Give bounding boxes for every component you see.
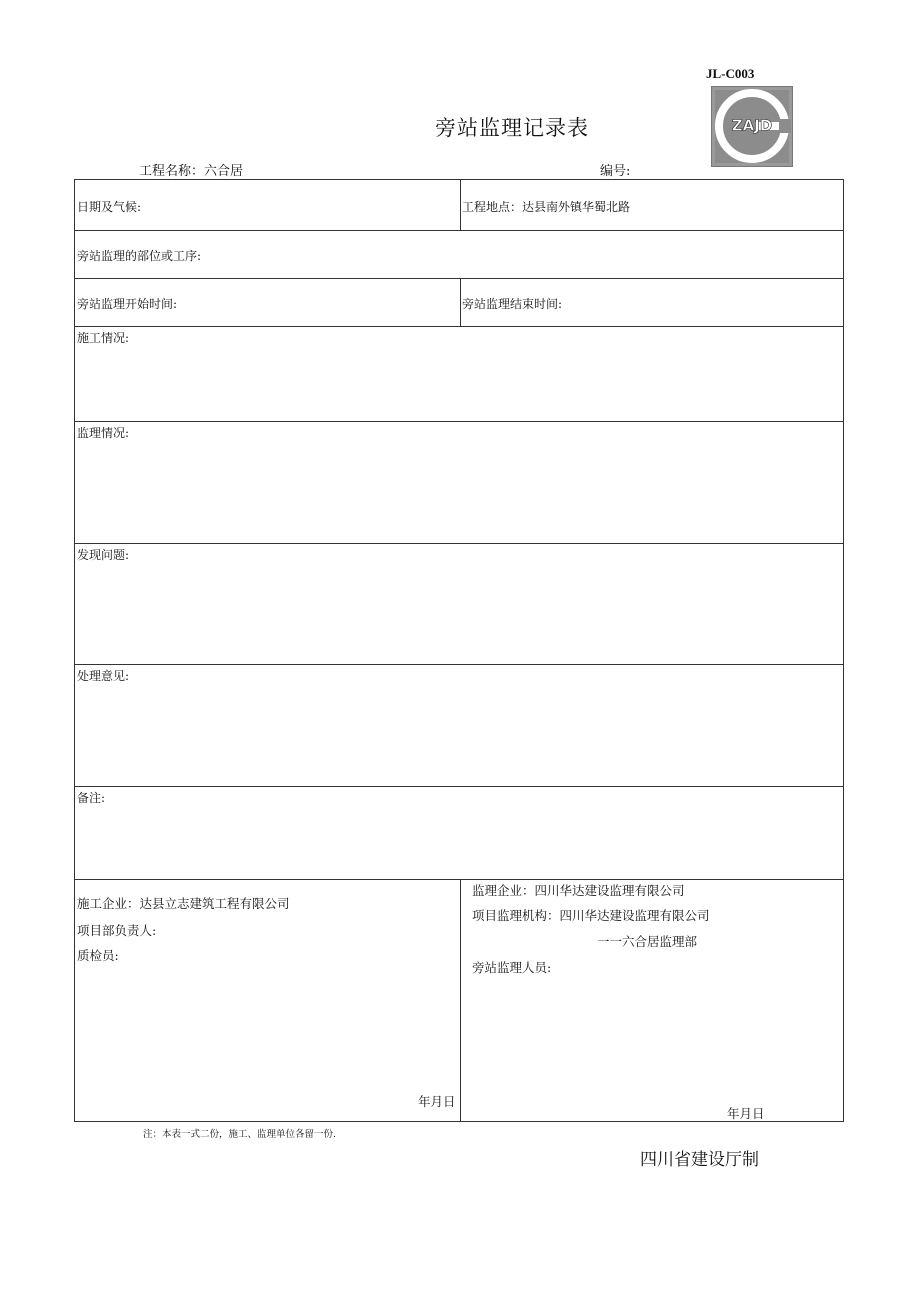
column-divider — [460, 278, 461, 326]
supervision-department: 一一六合居监理部 — [597, 934, 698, 949]
row-divider — [75, 664, 843, 665]
date-weather-label: 日期及气候: — [77, 200, 142, 214]
supervision-personnel-label: 旁站监理人员: — [472, 960, 552, 975]
page-title-text: 旁站监理记录表 — [435, 116, 589, 140]
part-process-label: 旁站监理的部位或工序: — [77, 249, 202, 263]
supervision-status-label: 监理情况: — [77, 426, 130, 440]
handling-opinion-label: 处理意见: — [77, 669, 130, 683]
project-manager-label: 项目部负责人: — [77, 923, 157, 938]
row-divider — [75, 879, 843, 880]
contractor-company: 施工企业：达县立志建筑工程有限公司 — [77, 896, 290, 911]
page-title — [312, 112, 712, 142]
company-logo — [711, 86, 793, 167]
contractor-date: 年月日 — [418, 1094, 456, 1109]
issuer-label: 四川省建设厅制 — [640, 1150, 759, 1170]
location-label: 工程地点：达县南外镇华蜀北路 — [462, 200, 631, 214]
row-divider — [75, 278, 843, 279]
construction-status-label: 施工情况: — [77, 331, 130, 345]
footnote: 注：本表一式二份，施工、监理单位各留一份. — [143, 1129, 337, 1140]
supervision-agency: 项目监理机构：四川华达建设监理有限公司 — [472, 908, 710, 923]
column-divider — [460, 879, 461, 1122]
quality-inspector-label: 质检员: — [77, 948, 119, 963]
serial-number-label: 编号: — [600, 164, 631, 179]
remarks-label: 备注: — [77, 791, 106, 805]
start-time-label: 旁站监理开始时间: — [77, 297, 178, 311]
row-divider — [75, 543, 843, 544]
row-divider — [75, 230, 843, 231]
project-name: 工程名称：六合居 — [139, 164, 244, 179]
logo-seal-icon — [711, 86, 793, 167]
issues-found-label: 发现问题: — [77, 548, 130, 562]
column-divider — [460, 180, 461, 230]
record-form-table — [74, 179, 844, 1122]
end-time-label: 旁站监理结束时间: — [462, 297, 563, 311]
supervisor-company: 监理企业：四川华达建设监理有限公司 — [472, 883, 685, 898]
row-divider — [75, 786, 843, 787]
row-divider — [75, 421, 843, 422]
svg-text:ZAJD: ZAJD — [731, 116, 773, 135]
form-code: JL-C003 — [706, 66, 755, 81]
row-divider — [75, 326, 843, 327]
supervisor-date: 年月日 — [727, 1106, 765, 1121]
